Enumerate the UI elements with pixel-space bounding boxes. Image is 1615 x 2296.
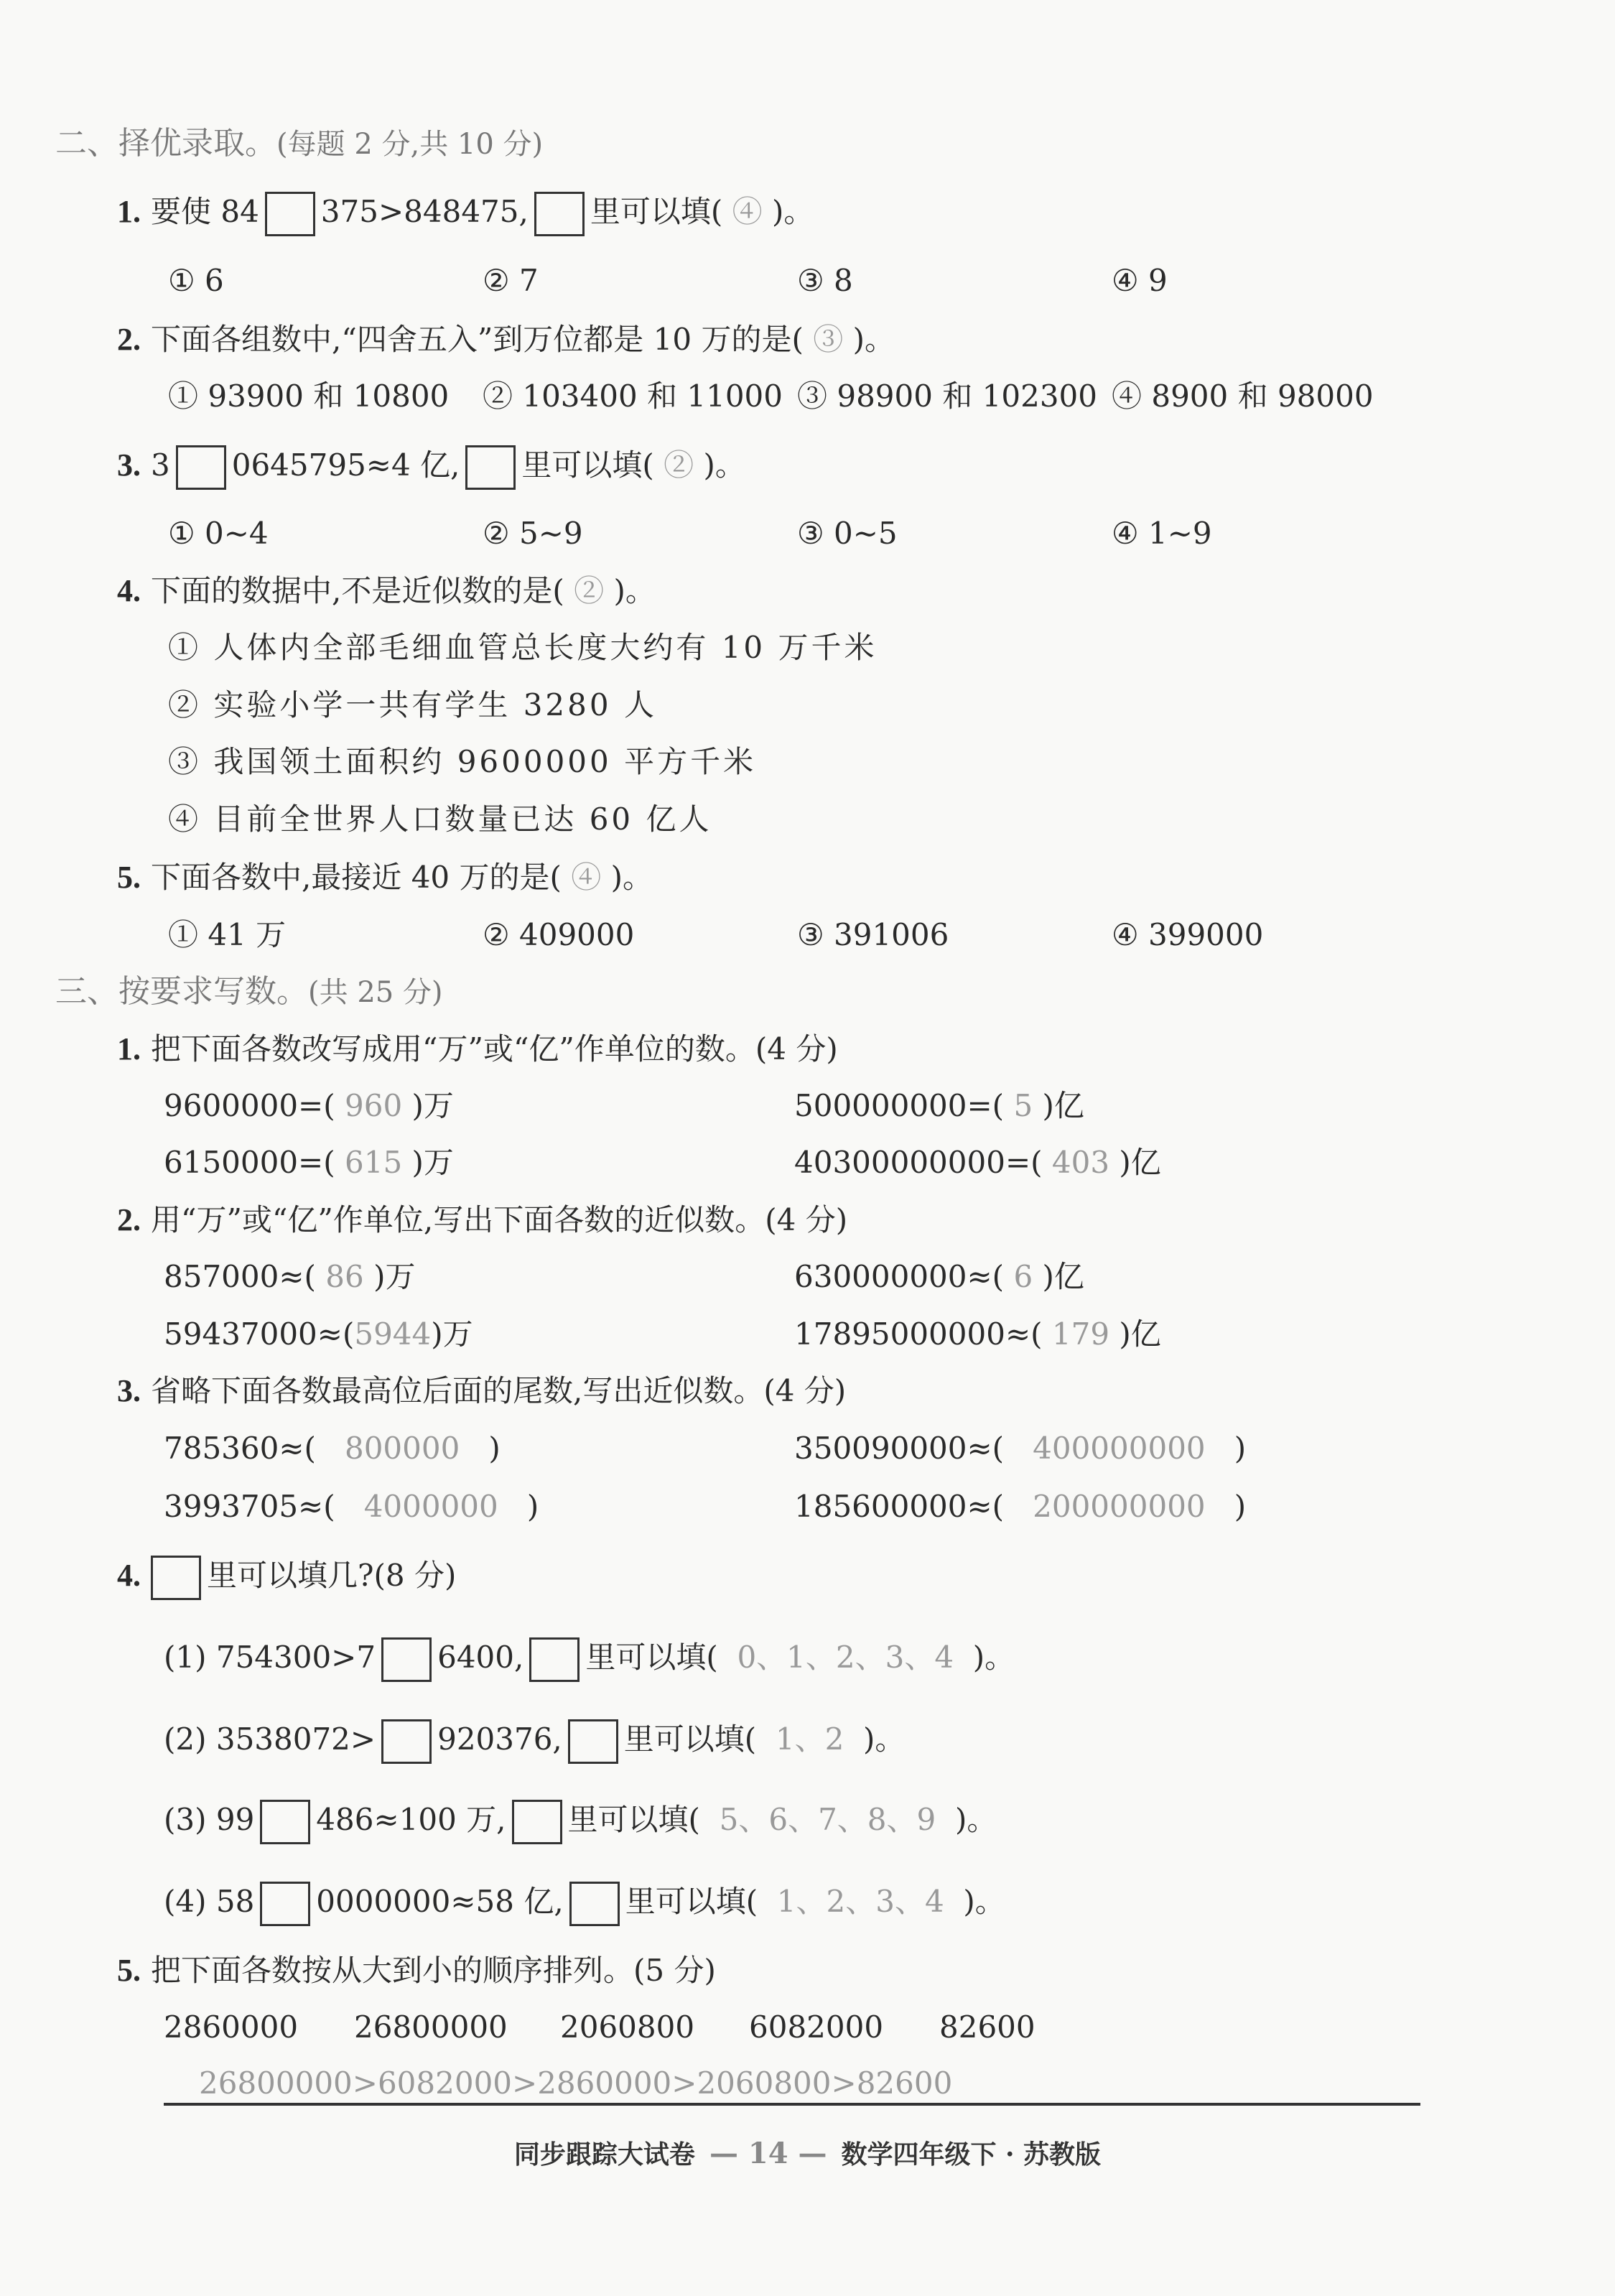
page-number: — 14 — — [709, 2137, 827, 2170]
item-text: 350090000≈( — [794, 1431, 1005, 1466]
question-2-5 — [117, 852, 653, 903]
item-text: )。 — [972, 1640, 1015, 1675]
item-text: (3) 99 — [164, 1802, 255, 1837]
q-text: 省略下面各数最高位后面的尾数,写出近似数。(4 分) — [151, 1373, 847, 1408]
q-text: 0645795≈4 亿, — [231, 447, 460, 483]
option: ③ 391006 — [797, 917, 949, 952]
answer: 800000 — [344, 1431, 460, 1466]
q-text: 下面的数据中,不是近似数的是( — [151, 573, 564, 608]
item-text: 3993705≈( — [164, 1489, 335, 1524]
item-text: 17895000000≈( — [794, 1316, 1043, 1352]
option: ① 人体内全部毛细血管总长度大约有 10 万千米 — [168, 630, 878, 665]
answer: 4000000 — [363, 1489, 498, 1524]
question-2-4 — [117, 566, 656, 616]
item-text: 6400, — [437, 1640, 524, 1675]
q-text: 要使 84 — [151, 194, 259, 229]
q-text: 把下面各数改写成用“万”或“亿”作单位的数。(4 分) — [151, 1031, 838, 1066]
option: ③ 8 — [797, 263, 853, 298]
answer: 5944 — [354, 1316, 432, 1352]
section-note: (每题 2 分,共 10 分) — [276, 128, 544, 161]
q-num: 5. — [117, 1953, 141, 1988]
option: ④ 目前全世界人口数量已达 60 亿人 — [168, 801, 712, 837]
q-text: 3 — [151, 447, 170, 483]
q-num: 3. — [117, 447, 141, 483]
q-text: 用“万”或“亿”作单位,写出下面各数的近似数。(4 分) — [151, 1202, 848, 1237]
q-text: )。 — [771, 194, 814, 229]
item-text: )亿 — [1042, 1088, 1084, 1123]
q-num: 5. — [117, 860, 141, 895]
q-text: 里可以填( — [590, 194, 723, 229]
answer: 6 — [1013, 1259, 1033, 1294]
option: ④ 9 — [1112, 263, 1168, 298]
q-num: 2. — [117, 322, 141, 357]
q-num: 1. — [117, 194, 141, 229]
question-3-5 — [117, 1946, 716, 1996]
option: ③ 0~5 — [797, 516, 898, 551]
item-text: )万 — [431, 1316, 473, 1352]
option: ① 93900 和 10800 — [168, 378, 450, 414]
options — [0, 508, 1615, 559]
item-text: 里可以填( — [567, 1802, 700, 1837]
answer: 403 — [1051, 1145, 1110, 1180]
number: 6082000 — [749, 2009, 884, 2045]
blank-box — [260, 1800, 310, 1844]
item-text: ) — [526, 1489, 539, 1524]
answer: ④ — [732, 194, 763, 229]
option: ④ 1~9 — [1112, 516, 1212, 551]
option: ③ 我国领土面积约 9600000 平方千米 — [168, 744, 757, 779]
option: ① 6 — [168, 263, 224, 298]
blank-box — [381, 1637, 432, 1682]
item-text: 6150000=( — [164, 1145, 335, 1180]
item-text: 486≈100 万, — [316, 1802, 506, 1837]
item — [164, 1252, 415, 1302]
number: 2060800 — [560, 2009, 695, 2045]
blank-box — [569, 1882, 620, 1926]
item-text: 里可以填( — [625, 1884, 758, 1919]
q-text: 375>848475, — [320, 194, 529, 229]
answer: 400000000 — [1033, 1431, 1206, 1466]
footer-series: 同步跟踪大试卷 — [513, 2139, 695, 2170]
footer-divider — [164, 2103, 1420, 2106]
item — [164, 1482, 539, 1532]
item-text: (1) 754300>7 — [164, 1640, 376, 1675]
item-text: 里可以填( — [623, 1721, 757, 1757]
blank-box — [529, 1637, 580, 1682]
blank-box — [151, 1556, 201, 1600]
option: ③ 98900 和 102300 — [797, 378, 1097, 414]
q-num: 3. — [117, 1373, 141, 1408]
item-text: )亿 — [1042, 1259, 1084, 1294]
option: ② 409000 — [483, 917, 635, 952]
item-text: (2) 3538072> — [164, 1721, 376, 1757]
answer: 0、1、2、3、4 — [737, 1640, 954, 1675]
blank-box — [568, 1719, 618, 1764]
answer: 86 — [325, 1259, 364, 1294]
item-text: 920376, — [437, 1721, 562, 1757]
item — [794, 1081, 1084, 1131]
q-num: 4. — [117, 1558, 141, 1593]
blank-box — [465, 445, 516, 490]
answer: 5、6、7、8、9 — [719, 1802, 936, 1837]
option: ④ 8900 和 98000 — [1112, 378, 1374, 414]
footer — [0, 2129, 1615, 2180]
q-text: )。 — [852, 322, 895, 357]
q-text: )。 — [613, 573, 656, 608]
item — [164, 1714, 905, 1765]
number: 2860000 — [164, 2009, 299, 2045]
blank-box — [512, 1800, 562, 1844]
item-text: )。 — [954, 1802, 997, 1837]
option: ② 103400 和 11000 — [483, 378, 783, 414]
number: 82600 — [939, 2009, 1035, 2045]
item — [164, 1795, 997, 1845]
blank-box — [381, 1719, 432, 1764]
item — [794, 1252, 1084, 1302]
item — [164, 1081, 454, 1131]
question-3-1 — [117, 1024, 838, 1074]
item-text: 185600000≈( — [794, 1489, 1005, 1524]
options — [0, 910, 1615, 960]
q-text: )。 — [703, 447, 745, 483]
answer: 1、2、3、4 — [776, 1884, 944, 1919]
question-3-2 — [117, 1195, 847, 1245]
answer: 615 — [345, 1145, 403, 1180]
answer: 179 — [1051, 1316, 1110, 1352]
number-list — [0, 2002, 1615, 2053]
option: ④ 399000 — [1112, 917, 1264, 952]
section-title: 二、择优录取。 — [55, 125, 276, 162]
item — [164, 1877, 1005, 1927]
q-num: 2. — [117, 1202, 141, 1237]
item-text: 857000≈( — [164, 1259, 316, 1294]
item — [164, 1423, 501, 1474]
question-2-3 — [117, 440, 745, 491]
blank-box — [534, 192, 585, 236]
q-text: 里可以填几?(8 分) — [207, 1558, 457, 1593]
q-text: )。 — [610, 860, 653, 895]
item-text: 里可以填( — [585, 1640, 718, 1675]
item — [794, 1423, 1246, 1474]
answer: ③ — [813, 322, 844, 357]
q-text: 把下面各数按从大到小的顺序排列。(5 分) — [151, 1953, 716, 1988]
item-text: ) — [1234, 1431, 1247, 1466]
q-text: 下面各组数中,“四舍五入”到万位都是 10 万的是( — [151, 322, 804, 357]
question-2-1 — [117, 187, 814, 237]
q-text: 下面各数中,最接近 40 万的是( — [151, 860, 562, 895]
item-text: )万 — [411, 1088, 454, 1123]
item-text: )。 — [963, 1884, 1005, 1919]
options — [0, 371, 1615, 422]
option: ② 5~9 — [483, 516, 583, 551]
answer: ② — [664, 447, 694, 483]
item-text: 9600000=( — [164, 1088, 335, 1123]
answer: ④ — [571, 860, 602, 895]
section-note: (共 25 分) — [308, 976, 443, 1009]
item — [164, 1138, 454, 1188]
option: ② 7 — [483, 263, 539, 298]
item-text: 0000000≈58 亿, — [316, 1884, 564, 1919]
item — [794, 1138, 1161, 1188]
answer: ② — [574, 573, 605, 608]
answer: 1、2 — [775, 1721, 844, 1757]
option: ② 实验小学一共有学生 3280 人 — [168, 687, 657, 722]
item-text: )万 — [411, 1145, 454, 1180]
item-text: )亿 — [1119, 1316, 1161, 1352]
section-2-header — [55, 118, 543, 169]
item-text: 785360≈( — [164, 1431, 316, 1466]
option: ① 41 万 — [168, 917, 287, 952]
item-text: )万 — [373, 1259, 416, 1294]
section-3-header — [55, 967, 443, 1017]
item-text: ) — [1234, 1489, 1247, 1524]
item-text: 500000000=( — [794, 1088, 1005, 1123]
answer: 960 — [345, 1088, 403, 1123]
option: ① 0~4 — [168, 516, 269, 551]
item-text: 59437000≈( — [164, 1316, 355, 1352]
q-text: 里可以填( — [521, 447, 654, 483]
answer: 26800000>6082000>2860000>2060800>82600 — [199, 2065, 953, 2101]
item — [164, 1309, 473, 1360]
item — [164, 1632, 1015, 1683]
blank-box — [265, 192, 315, 236]
q-num: 1. — [117, 1031, 141, 1066]
options — [0, 256, 1615, 306]
item — [794, 1309, 1161, 1360]
item-text: ) — [488, 1431, 501, 1466]
blank-box — [176, 445, 226, 490]
number: 26800000 — [354, 2009, 508, 2045]
item — [794, 1482, 1246, 1532]
item-text: )亿 — [1119, 1145, 1161, 1180]
question-3-4 — [117, 1551, 456, 1601]
section-title: 三、按要求写数。 — [55, 973, 308, 1010]
question-2-2 — [117, 315, 895, 365]
q-num: 4. — [117, 573, 141, 608]
footer-subject: 数学四年级下 · 苏教版 — [841, 2139, 1102, 2170]
item-text: (4) 58 — [164, 1884, 255, 1919]
answer: 5 — [1013, 1088, 1033, 1123]
item-text: )。 — [863, 1721, 906, 1757]
blank-box — [260, 1882, 310, 1926]
item-text: 40300000000=( — [794, 1145, 1043, 1180]
answer: 200000000 — [1033, 1489, 1206, 1524]
item-text: 630000000≈( — [794, 1259, 1005, 1294]
question-3-3 — [117, 1366, 846, 1416]
